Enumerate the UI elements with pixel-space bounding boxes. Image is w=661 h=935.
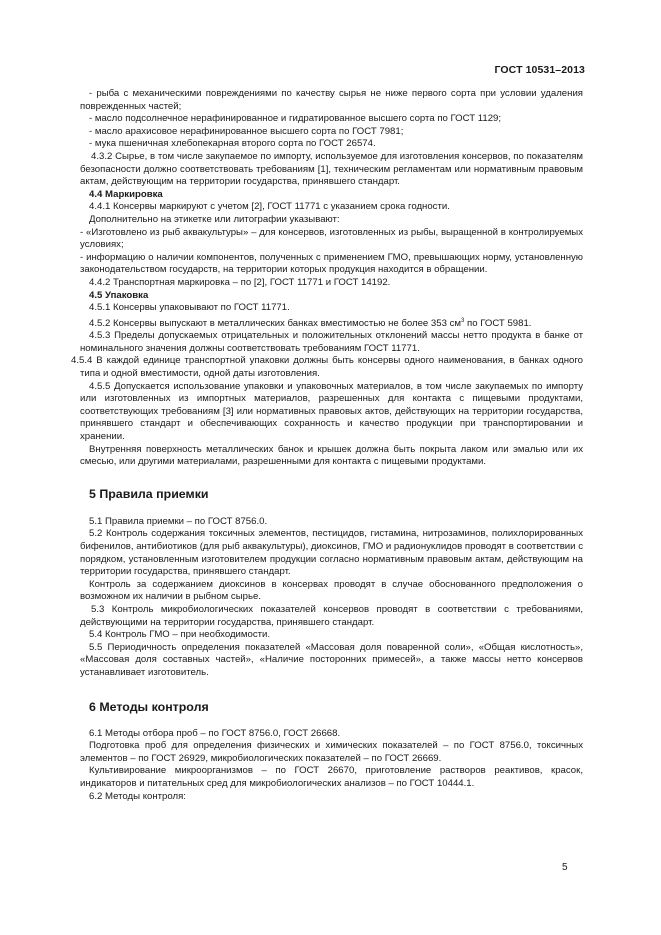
paragraph-5-4: 5.4 Контроль ГМО – при необходимости. (89, 629, 271, 641)
list-item: - рыба с механическими повреждениями по качеству сырья не ниже первого сорта при условии удаления поврежденных частей; (80, 88, 583, 112)
heading-4-5: 4.5 Упаковка (89, 289, 149, 301)
section-6-title: 6 Методы контроля (89, 699, 209, 714)
paragraph-5-5: 5.5 Периодичность определения показателей «Массовая доля поваренной соли», «Общая кислотность», «Массовая доля составных частей», «Наличие посторонних примесей», а также массы нетто консервов устанавливает изготовитель. (80, 641, 583, 678)
paragraph-4-5-4: 4.5.4 В каждой единице транспортной упаковки должны быть консервы одного наименования, в банках одного типа и одной вместимости, одной даты изготовления. (71, 355, 583, 380)
paragraph-4-5-2 (80, 315, 583, 331)
cube-superscript: 3 (461, 317, 465, 324)
list-item: - информацию о наличии компонентов, полученных с применением ГМО, превышающих норму, установленную законодательством государств, на территории которых продукция находится в обращении. (80, 251, 583, 276)
paragraph-4-4-1: 4.4.1 Консервы маркируют с учетом [2], ГОСТ 11771 с указанием срока годности. (89, 201, 450, 213)
paragraph-4-5-2-text: 4.5.2 Консервы выпускают в металлических банках вместимостью не более 353 см (89, 317, 461, 329)
standard-header: ГОСТ 10531–2013 (494, 64, 585, 76)
paragraph-6-1: 6.1 Методы отбора проб – по ГОСТ 8756.0, ГОСТ 26668. (89, 727, 341, 739)
paragraph-sample-prep: Подготовка проб для определения физических и химических показателей – по ГОСТ 8756.0, токсичных элементов – по ГОСТ 26929, микробиологических показателей – по ГОСТ 26669. (80, 740, 583, 764)
paragraph-4-5-2-tail: по ГОСТ 5981. (464, 317, 532, 329)
paragraph-4-5-1: 4.5.1 Консервы упаковывают по ГОСТ 11771. (89, 302, 290, 314)
page-number: 5 (562, 862, 568, 873)
section-5-title: 5 Правила приемки (89, 486, 209, 501)
paragraph-4-3-2: 4.3.2 Сырье, в том числе закупаемое по импорту, используемое для изготовления консервов, по показателям безопасности должно соответствовать требованиям [1], техническим регламентам или нормативным правовым актам, действующим на территории государства, принявшего стандарт. (80, 150, 583, 188)
paragraph-5-2: 5.2 Контроль содержания токсичных элементов, пестицидов, гистамина, нитрозаминов, полихлорированных бифенилов, антибиотиков (для рыб аквакультуры), диоксинов, ГМО и радионуклидов проводят в соответствии с порядком, установленным изготовителем продукции согласно нормативным правовым актам, действующим на территории государства, принявшего стандарт. (80, 528, 583, 578)
list-item: - «Изготовлено из рыб аквакультуры» – для консервов, изготовленных из рыбы, выращенной в контролируемых условиях; (80, 226, 583, 251)
paragraph-6-2: 6.2 Методы контроля: (89, 790, 186, 802)
page-content (71, 88, 583, 803)
paragraph-4-5-3: 4.5.3 Пределы допускаемых отрицательных и положительных отклонений массы нетто продукта в банке от номинального значения должны соответствовать требованиям ГОСТ 11771. (80, 330, 583, 354)
list-item: - масло арахисовое нерафинированное высшего сорта по ГОСТ 7981; (89, 125, 404, 137)
paragraph-4-4-2: 4.4.2 Транспортная маркировка – по [2], ГОСТ 11771 и ГОСТ 14192. (89, 276, 391, 288)
paragraph-cultivation: Культивирование микроорганизмов – по ГОСТ 26670, приготовление растворов реактивов, красок, индикаторов и питательных сред для микробиологических анализов – по ГОСТ 10444.1. (80, 765, 583, 789)
paragraph-additional: Дополнительно на этикетке или литографии указывают: (89, 213, 340, 225)
list-item: - мука пшеничная хлебопекарная второго сорта по ГОСТ 26574. (89, 138, 376, 150)
paragraph-dioxins: Контроль за содержанием диоксинов в консервах проводят в случае обоснованного предположения о возможном их наличии в рыбном сырье. (80, 578, 583, 603)
heading-4-4: 4.4 Маркировка (89, 188, 163, 200)
paragraph-5-1: 5.1 Правила приемки – по ГОСТ 8756.0. (89, 515, 268, 527)
paragraph-5-3: 5.3 Контроль микробиологических показателей консервов проводят в соответствии с требованиями, действующими на территории государства, принявшего стандарт. (80, 603, 583, 628)
list-item: - масло подсолнечное нерафинированное и гидратированное высшего сорта по ГОСТ 1129; (89, 113, 502, 125)
paragraph-inner-surface: Внутренняя поверхность металлических банок и крышек должна быть покрыта лаком или эмалью или их смесью, или другими материалами, разрешенными для контакта с пищевыми продуктами. (80, 443, 583, 468)
paragraph-4-5-5: 4.5.5 Допускается использование упаковки и упаковочных материалов, в том числе закупаемых по импорту или изготовленных из импортных материалов, разрешенных для контакта с пищевыми продуктами, соответствующих требованиям [3] или нормативных правовых актов, действующих на территории государства, принявшего стандарт и обеспечивающих сохранность и качество продукции при транспортировании и хранении. (80, 380, 583, 443)
